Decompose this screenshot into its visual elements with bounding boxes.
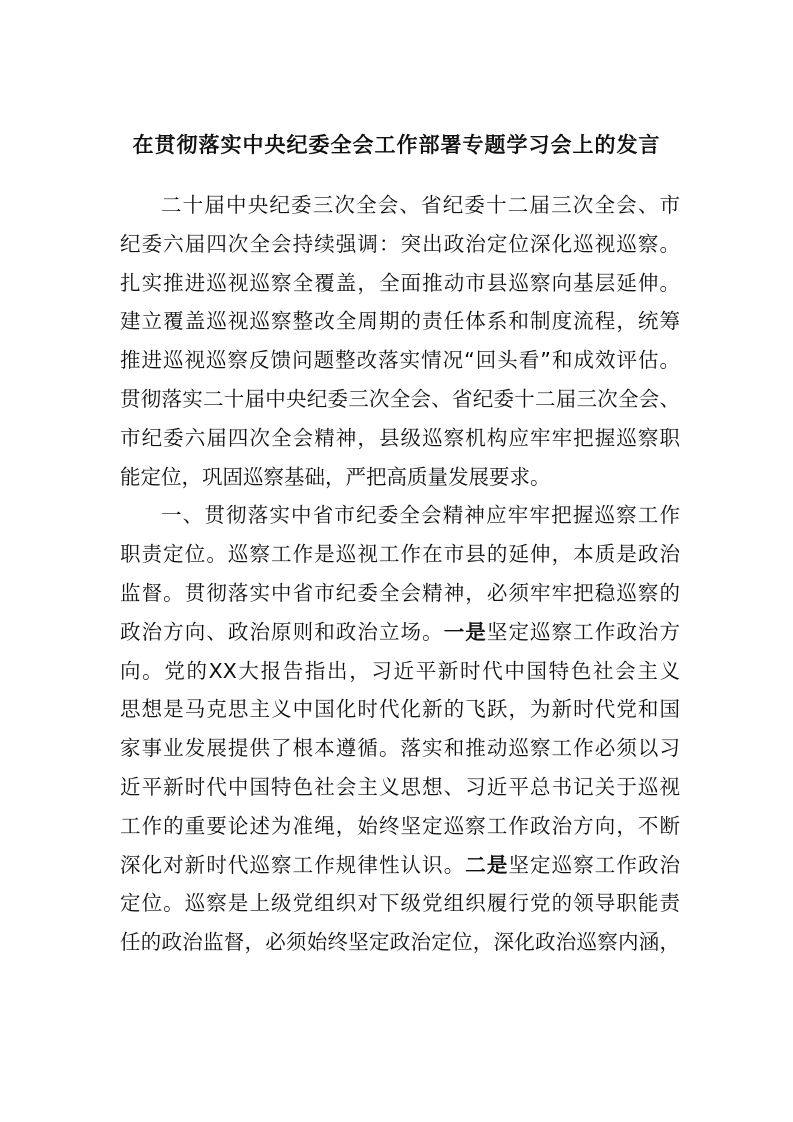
body-line: 近平新时代中国特色社会主义思想、习近平总书记关于巡视 xyxy=(120,774,680,799)
body-line: 扎实推进巡视巡察全覆盖，全面推动市县巡察向基层延伸。 xyxy=(120,270,680,295)
body-line: 推进巡视巡察反馈问题整改落实情况“回头看”和成效评估。 xyxy=(120,348,680,373)
body-line: 思想是马克思主义中国化时代化新的飞跃，为新时代党和国 xyxy=(120,697,680,722)
body-line-with-emphasis xyxy=(120,613,680,652)
plain-text: 坚定巡察工作政治方 xyxy=(486,619,680,644)
section-heading-line: 一、贯彻落实中省市纪委全会精神应牢牢把握巡察工作 xyxy=(161,503,680,528)
body-line: 市纪委六届四次全会精神，县级巡察机构应牢牢把握巡察职 xyxy=(120,425,680,450)
body-line: 职责定位。巡察工作是巡视工作在市县的延伸，本质是政治 xyxy=(120,542,680,567)
body-line: 能定位，巩固巡察基础，严把高质量发展要求。 xyxy=(120,464,551,489)
body-line: 工作的重要论述为准绳，始终坚定巡察工作政治方向，不断 xyxy=(120,813,680,838)
plain-text: 坚定巡察工作政治 xyxy=(508,852,680,877)
body-line: 家事业发展提供了根本遵循。落实和推动巡察工作必须以习 xyxy=(120,736,680,761)
body-line: 纪委六届四次全会持续强调：突出政治定位深化巡视巡察。 xyxy=(120,231,680,256)
body-line: 监督。贯彻落实中省市纪委全会精神，必须牢牢把稳巡察的 xyxy=(120,580,680,605)
document-title: 在贯彻落实中央纪委全会工作部署专题学习会上的发言 xyxy=(132,132,661,157)
emphasis-text: 二是 xyxy=(465,852,509,877)
plain-text: 政治方向、政治原则和政治立场。 xyxy=(120,619,444,644)
body-line: 二十届中央纪委三次全会、省纪委十二届三次全会、市 xyxy=(161,193,680,217)
document-body xyxy=(120,186,680,962)
plain-text: 深化对新时代巡察工作规律性认识。 xyxy=(120,852,466,877)
body-line: 贯彻落实二十届中央纪委三次全会、省纪委十二届三次全会、 xyxy=(120,386,680,411)
body-line-with-emphasis xyxy=(120,846,680,885)
body-line: 定位。巡察是上级党组织对下级党组织履行党的领导职能责 xyxy=(120,891,680,916)
emphasis-text: 一是 xyxy=(443,619,487,644)
body-line: 建立覆盖巡视巡察整改全周期的责任体系和制度流程，统筹 xyxy=(120,309,680,334)
body-line: 向。党的XX大报告指出，习近平新时代中国特色社会主义 xyxy=(120,658,680,683)
body-line: 任的政治监督，必须始终坚定政治定位，深化政治巡察内涵， xyxy=(120,930,680,955)
